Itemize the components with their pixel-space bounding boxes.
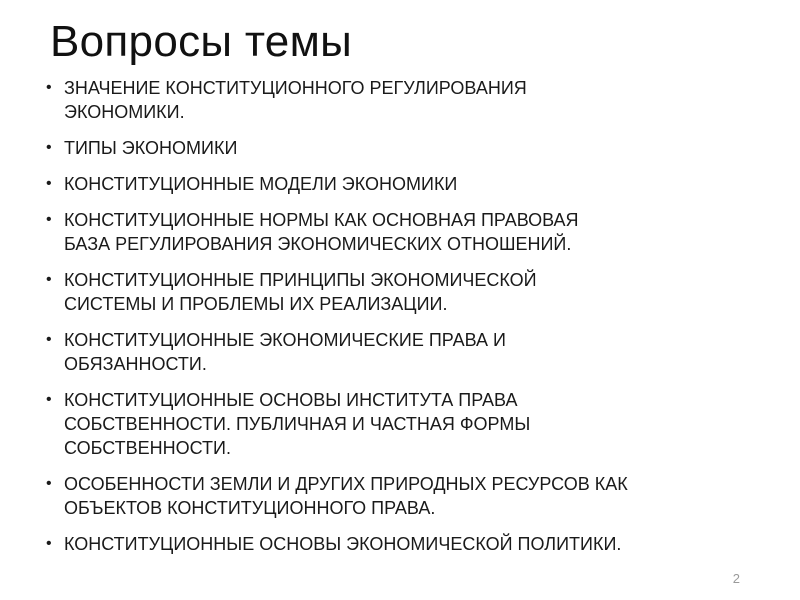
list-item-text: ЗНАЧЕНИЕ КОНСТИТУЦИОННОГО РЕГУЛИРОВАНИЯ ЭКОНОМИКИ. (64, 78, 527, 122)
list-item (40, 472, 770, 520)
bullet-icon: • (46, 535, 52, 552)
bullet-icon: • (46, 79, 52, 96)
bullet-icon: • (46, 211, 52, 228)
list-item (40, 172, 770, 196)
list-item-text: ТИПЫ ЭКОНОМИКИ (64, 138, 238, 158)
list-item (40, 268, 770, 316)
slide-title: Вопросы темы (50, 17, 353, 66)
bullet-icon: • (46, 475, 52, 492)
list-item-text: КОНСТИТУЦИОННЫЕ ПРИНЦИПЫ ЭКОНОМИЧЕСКОЙ СИСТЕМЫ И ПРОБЛЕМЫ ИХ РЕАЛИЗАЦИИ. (64, 270, 537, 314)
list-item (40, 328, 770, 376)
list-item-text: КОНСТИТУЦИОННЫЕ ОСНОВЫ ЭКОНОМИЧЕСКОЙ ПОЛИТИКИ. (64, 534, 622, 554)
list-item-text: КОНСТИТУЦИОННЫЕ МОДЕЛИ ЭКОНОМИКИ (64, 174, 458, 194)
slide-number: 2 (732, 571, 740, 586)
list-item (40, 532, 770, 556)
bullet-icon: • (46, 331, 52, 348)
bullet-icon: • (46, 391, 52, 408)
list-item (40, 388, 770, 460)
list-item-text: ОСОБЕННОСТИ ЗЕМЛИ И ДРУГИХ ПРИРОДНЫХ РЕСУРСОВ КАК ОБЪЕКТОВ КОНСТИТУЦИОННОГО ПРАВА. (64, 474, 628, 518)
list-item (40, 76, 770, 124)
list-item (40, 208, 770, 256)
list-item-text: КОНСТИТУЦИОННЫЕ НОРМЫ КАК ОСНОВНАЯ ПРАВОВАЯ БАЗА РЕГУЛИРОВАНИЯ ЭКОНОМИЧЕСКИХ ОТНОШЕНИЙ. (64, 210, 579, 254)
topic-list (40, 76, 770, 568)
bullet-icon: • (46, 139, 52, 156)
list-item-text: КОНСТИТУЦИОННЫЕ ОСНОВЫ ИНСТИТУТА ПРАВА СОБСТВЕННОСТИ. ПУБЛИЧНАЯ И ЧАСТНАЯ ФОРМЫ СОБСТВЕННОСТИ. (64, 390, 531, 458)
list-item (40, 136, 770, 160)
list-item-text: КОНСТИТУЦИОННЫЕ ЭКОНОМИЧЕСКИЕ ПРАВА И ОБЯЗАННОСТИ. (64, 330, 506, 374)
bullet-icon: • (46, 175, 52, 192)
bullet-icon: • (46, 271, 52, 288)
